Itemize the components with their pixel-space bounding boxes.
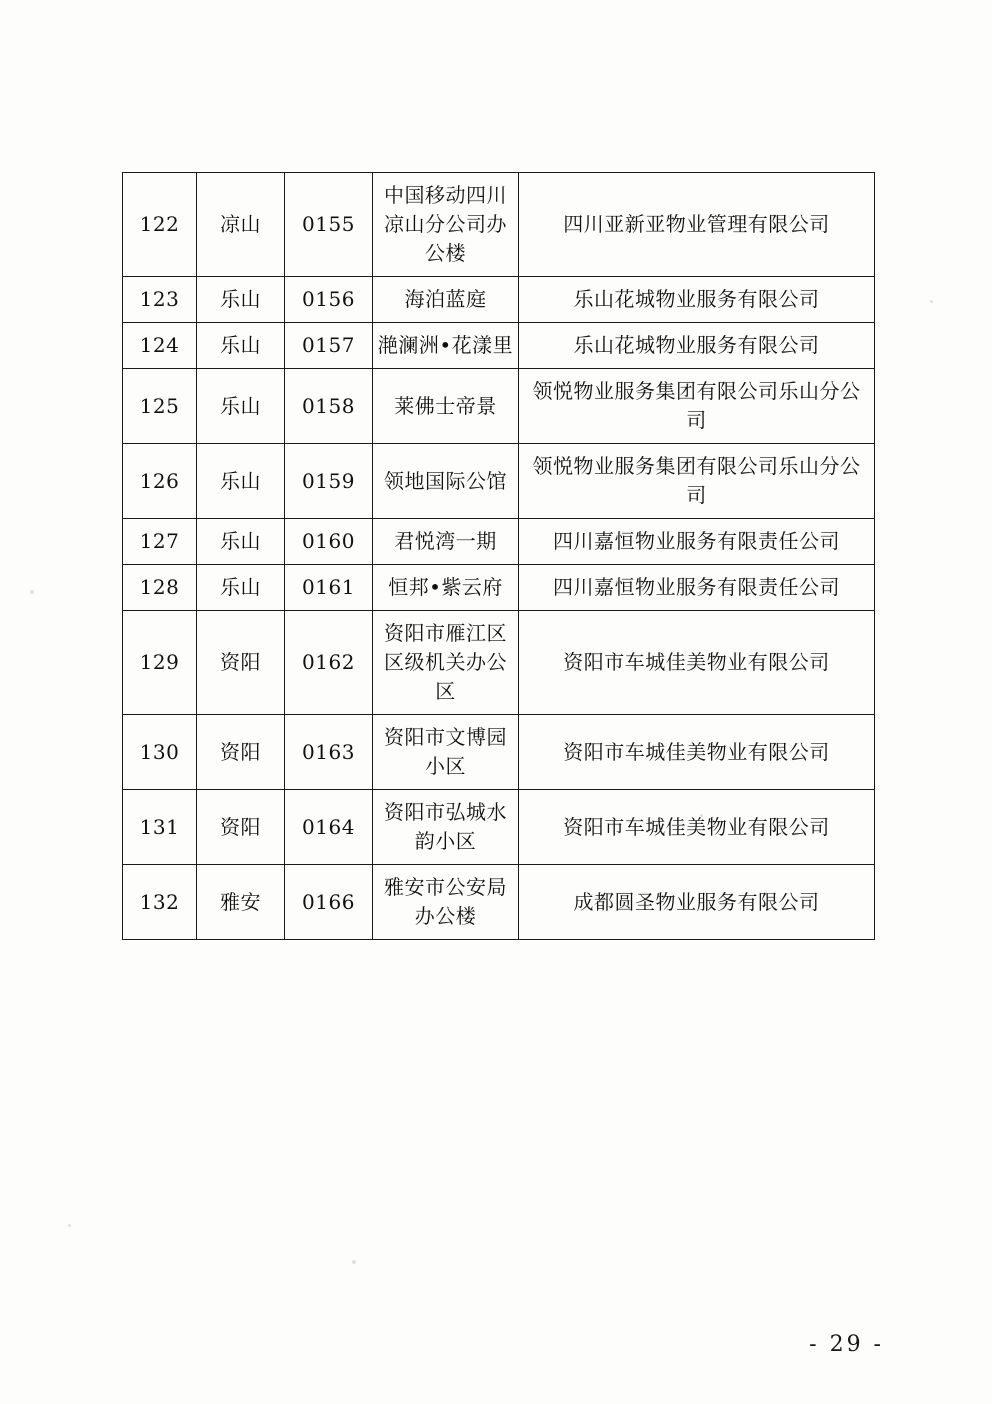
- cell-company: 领悦物业服务集团有限公司乐山分公司: [519, 369, 875, 444]
- table-row: [123, 715, 875, 790]
- cell-project-name: 中国移动四川凉山分公司办公楼: [373, 173, 519, 277]
- table-row: [123, 565, 875, 611]
- cell-company: 乐山花城物业服务有限公司: [519, 277, 875, 323]
- cell-company: 四川嘉恒物业服务有限责任公司: [519, 565, 875, 611]
- cell-serial-number: 126: [123, 444, 197, 519]
- cell-project-name: 资阳市弘城水韵小区: [373, 790, 519, 865]
- cell-city: 凉山: [197, 173, 285, 277]
- cell-city: 乐山: [197, 369, 285, 444]
- cell-company: 四川嘉恒物业服务有限责任公司: [519, 519, 875, 565]
- cell-serial-number: 131: [123, 790, 197, 865]
- cell-project-name: 莱佛士帝景: [373, 369, 519, 444]
- cell-code: 0158: [285, 369, 373, 444]
- cell-code: 0159: [285, 444, 373, 519]
- cell-serial-number: 127: [123, 519, 197, 565]
- cell-company: 成都圆圣物业服务有限公司: [519, 865, 875, 940]
- cell-code: 0164: [285, 790, 373, 865]
- cell-code: 0155: [285, 173, 373, 277]
- table-row: [123, 444, 875, 519]
- cell-project-name: 海泊蓝庭: [373, 277, 519, 323]
- page-number: - 29 -: [809, 1332, 884, 1357]
- scan-speckle: [68, 1224, 71, 1227]
- table-row: [123, 790, 875, 865]
- cell-code: 0161: [285, 565, 373, 611]
- cell-serial-number: 124: [123, 323, 197, 369]
- cell-project-name: 滟澜洲•花漾里: [373, 323, 519, 369]
- cell-project-name: 恒邦•紫云府: [373, 565, 519, 611]
- cell-city: 雅安: [197, 865, 285, 940]
- cell-city: 资阳: [197, 611, 285, 715]
- cell-serial-number: 132: [123, 865, 197, 940]
- cell-company: 四川亚新亚物业管理有限公司: [519, 173, 875, 277]
- property-service-table: [122, 172, 875, 940]
- cell-city: 乐山: [197, 565, 285, 611]
- cell-city: 乐山: [197, 519, 285, 565]
- cell-code: 0156: [285, 277, 373, 323]
- cell-code: 0162: [285, 611, 373, 715]
- table-row: [123, 865, 875, 940]
- cell-project-name: 君悦湾一期: [373, 519, 519, 565]
- cell-city: 乐山: [197, 444, 285, 519]
- cell-company: 乐山花城物业服务有限公司: [519, 323, 875, 369]
- cell-project-name: 资阳市文博园小区: [373, 715, 519, 790]
- scan-speckle: [930, 300, 933, 303]
- table-row: [123, 173, 875, 277]
- cell-serial-number: 123: [123, 277, 197, 323]
- scan-speckle: [30, 590, 34, 594]
- table-row: [123, 611, 875, 715]
- table-row: [123, 369, 875, 444]
- cell-code: 0160: [285, 519, 373, 565]
- cell-project-name: 雅安市公安局办公楼: [373, 865, 519, 940]
- cell-city: 乐山: [197, 323, 285, 369]
- table-row: [123, 323, 875, 369]
- scan-speckle: [352, 1260, 356, 1264]
- cell-serial-number: 129: [123, 611, 197, 715]
- cell-company: 资阳市车城佳美物业有限公司: [519, 790, 875, 865]
- cell-serial-number: 128: [123, 565, 197, 611]
- table-row: [123, 277, 875, 323]
- cell-code: 0157: [285, 323, 373, 369]
- cell-company: 领悦物业服务集团有限公司乐山分公司: [519, 444, 875, 519]
- cell-company: 资阳市车城佳美物业有限公司: [519, 611, 875, 715]
- cell-city: 资阳: [197, 790, 285, 865]
- cell-company: 资阳市车城佳美物业有限公司: [519, 715, 875, 790]
- cell-serial-number: 125: [123, 369, 197, 444]
- cell-code: 0166: [285, 865, 373, 940]
- cell-city: 乐山: [197, 277, 285, 323]
- cell-serial-number: 122: [123, 173, 197, 277]
- cell-project-name: 资阳市雁江区区级机关办公区: [373, 611, 519, 715]
- table-row: [123, 519, 875, 565]
- cell-project-name: 领地国际公馆: [373, 444, 519, 519]
- cell-serial-number: 130: [123, 715, 197, 790]
- cell-code: 0163: [285, 715, 373, 790]
- cell-city: 资阳: [197, 715, 285, 790]
